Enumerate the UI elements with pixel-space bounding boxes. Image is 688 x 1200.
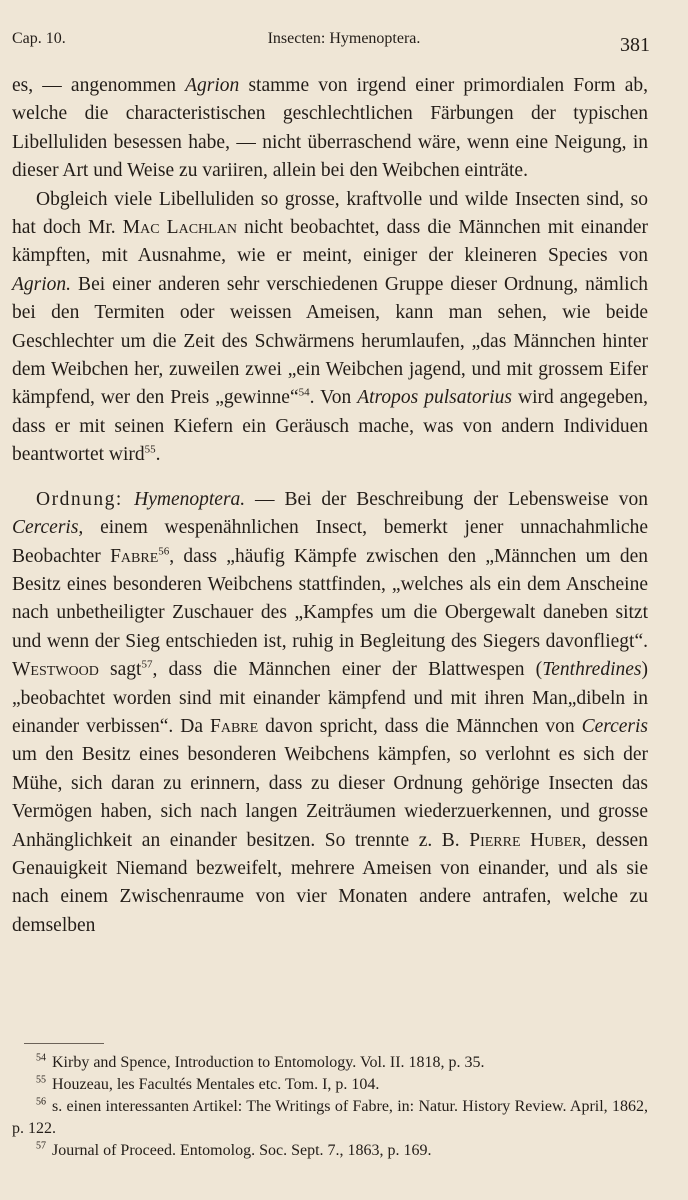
text-run: Obgleich viele Libelluliden so grosse, kraftvolle und wilde Insecten sind, so hat doch Mr. [12, 188, 648, 239]
text-run: einem wespenähnlichen Insect, bemerkt jener unnachahmliche Beobachter [12, 517, 648, 567]
taxon-name: Agrion. [12, 273, 72, 295]
text-run: wird angegeben, dass er mit seinen Kiefern ein Geräusch mache, was von andern Individuen beantwortet wird [12, 387, 649, 466]
taxon-name: Cerceris, [12, 517, 84, 539]
footnote-number [12, 1052, 52, 1074]
footnote-text: s. einen interessanten Artikel: The Writings of Fabre, in: Natur. History Review. April, 1862, p. 122. [12, 1098, 648, 1137]
text-run: — Bei der Beschreibung der Lebensweise von [245, 488, 648, 510]
person-name: Mac Lachlan [122, 217, 237, 239]
footnote-ref[interactable]: 56 [158, 545, 170, 557]
text-run: . [155, 444, 161, 466]
footnote-54 [12, 1052, 648, 1074]
footnote-number [12, 1096, 52, 1118]
footnote-marker: 56 [36, 1096, 46, 1108]
section-label: Ordnung: [36, 488, 135, 510]
text-run: stamme von irgend einer primordialen Form ab, welche die characteristischen geschlechtlichen Färbungen der typischen Libelluliden besessen habe, — nicht überraschend wäre, wenn eine Neigung, in dieser Art und Weise zu variiren, allein bei den Weibchen einträte. [12, 75, 648, 182]
running-title: Insecten: Hymenoptera. [267, 30, 421, 47]
person-name: Westwood [12, 659, 99, 681]
text-run: , dass die Männchen einer der Blattwespen ( [152, 659, 543, 681]
text-run: um den Besitz eines besonderen Weibchens kämpfen, so verlohnt es sich der Mühe, sich daran zu erinnern, dass zu dieser Ordnung gehörige Insecten das Vermögen haben, sich nach langen Zeiträumen wiederzuerkennen, und grosse Anhänglichkeit an einander besitzen. So trennte z. B. [12, 744, 648, 851]
taxon-name: Hymenoptera. [134, 488, 246, 510]
taxon-name: Cerceris [581, 715, 649, 737]
text-run: Bei einer anderen sehr verschiedenen Gruppe dieser Ordnung, nämlich bei den Termiten oder weissen Ameisen, kann man sehen, wie beide Geschlechter um die Zeit des Schwärmens herumlaufen, „das Männchen hinter dem Weibchen her, zuweilen zwei „ein Weibchen jagend, und mit grossem Eifer kämpfend, wer den Preis „gewinne“ [12, 273, 648, 409]
footnote-divider [24, 1043, 104, 1044]
taxon-name: Tenthredines [542, 659, 642, 681]
body-text [12, 72, 648, 940]
footnote-55 [12, 1074, 648, 1096]
running-header [0, 30, 688, 60]
paragraph-1 [12, 72, 648, 186]
footnote-ref[interactable]: 54 [298, 386, 310, 399]
footnote-marker: 54 [36, 1052, 46, 1064]
footnote-57 [12, 1140, 648, 1162]
footnote-number [12, 1074, 52, 1096]
footnote-marker: 55 [36, 1074, 46, 1086]
footnote-text: Houzeau, les Facultés Mentales etc. Tom. I, p. 104. [52, 1076, 380, 1093]
text-run: davon spricht, dass die Männchen von [258, 715, 582, 737]
text-run: , dass „häufig Kämpfe zwischen den „Männchen um den Besitz eines besonderen Weibchens stattfinden, „welches als ein dem Anscheine nach unbetheiligter Zuschauer des „Kampfes um die Obergewalt daneben sitzt und wenn der Sieg entschieden ist, ruhig in Begleitung des Siegers davonfliegt“. [12, 545, 648, 652]
paragraph-3 [12, 486, 648, 941]
footnote-ref[interactable]: 57 [141, 658, 153, 671]
taxon-name: Atropos pulsatorius [357, 387, 513, 409]
chapter-label: Cap. 10. [12, 30, 66, 47]
text-run: sagt [98, 659, 142, 681]
person-name: Pierre Huber [469, 829, 582, 851]
footnotes [12, 1052, 648, 1162]
footnote-marker: 57 [36, 1140, 46, 1152]
paragraph-2 [12, 186, 648, 470]
footnote-56 [12, 1096, 648, 1140]
text-run: ) „beobachtet worden sind mit einander kämpfend und mit ihren Man„dibeln in einander verbissen“. Da [12, 659, 648, 737]
person-name: Fabre [209, 715, 259, 737]
footnote-text: Journal of Proceed. Entomolog. Soc. Sept. 7., 1863, p. 169. [52, 1142, 432, 1159]
footnote-text: Kirby and Spence, Introduction to Entomology. Vol. II. 1818, p. 35. [52, 1054, 485, 1071]
text-run: es, — angenommen [12, 75, 186, 96]
page-number: 381 [620, 34, 650, 56]
footnote-ref[interactable]: 55 [144, 443, 156, 456]
person-name: Fabre [110, 545, 159, 567]
text-run: , dessen Genauigkeit Niemand bezweifelt, mehrere Ameisen von einander, und als sie nach einem Zwischenraume von vier Monaten andere antrafen, welche zu demselben [12, 829, 648, 936]
taxon-name: Agrion [185, 75, 240, 96]
footnote-number [12, 1140, 52, 1162]
text-run: . Von [309, 387, 358, 409]
text-run: nicht beobachtet, dass die Männchen mit einander kämpften, mit Ausnahme, wie er meint, einiger der kleineren Species von [12, 217, 649, 267]
